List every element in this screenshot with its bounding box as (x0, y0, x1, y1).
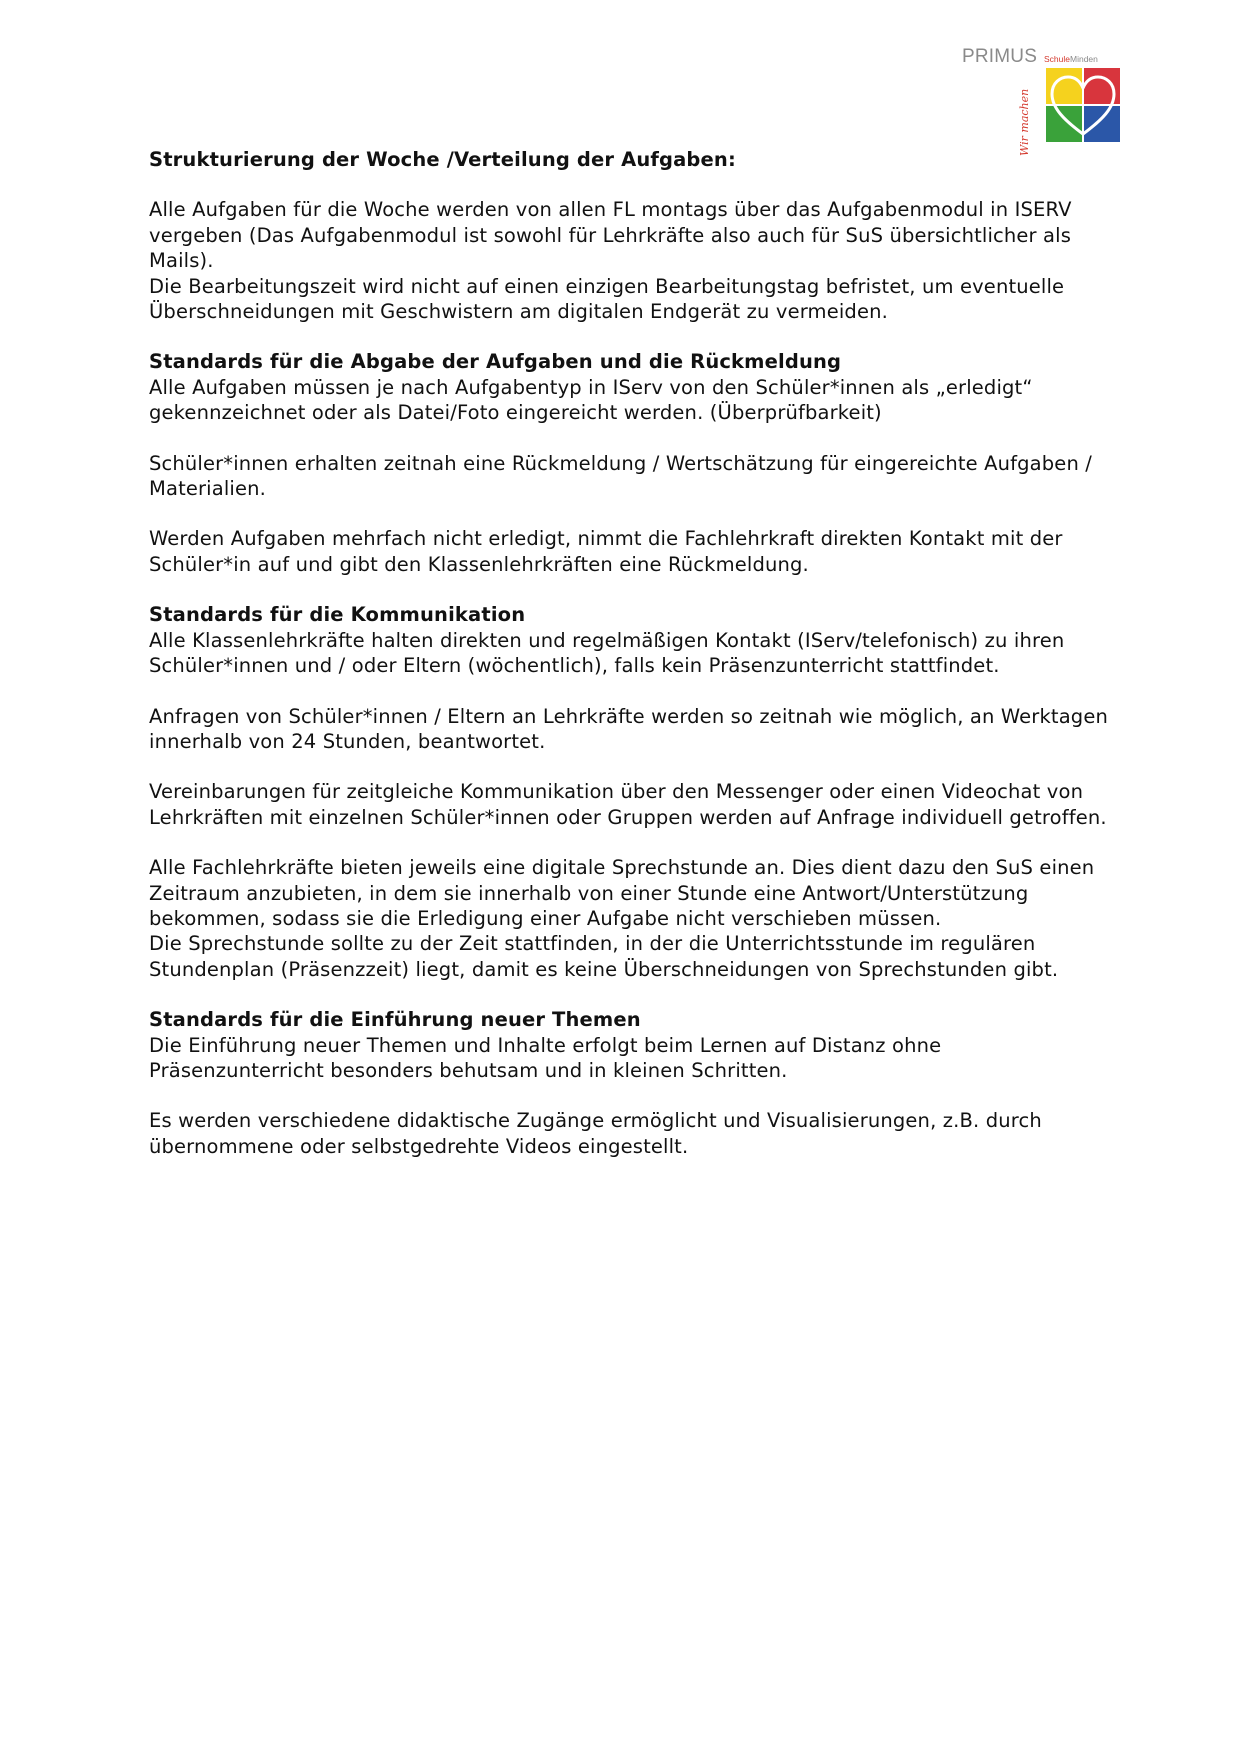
logo-sub-city: Minden (1070, 54, 1098, 64)
paragraph: Die Einführung neuer Themen und Inhalte erfolgt beim Lernen auf Distanz ohne Präsenzunterricht besonders behutsam und in kleinen Schritten. (149, 1033, 942, 1082)
logo-slogan: Wir machen (1018, 88, 1031, 156)
section-heading-abgabe: Standards für die Abgabe der Aufgaben und die Rückmeldung (149, 350, 842, 374)
logo-subtitle (1044, 54, 1098, 64)
logo-heart-icon (1046, 68, 1120, 142)
paragraph: Schüler*innen erhalten zeitnah eine Rückmeldung / Wertschätzung für eingereichte Aufgaben / Materialien. (149, 451, 1093, 501)
document-title: Strukturierung der Woche /Verteilung der Aufgaben: (149, 148, 736, 171)
logo-name: PRIMUS (962, 46, 1038, 67)
document-body (149, 147, 1109, 1159)
section-heading-kommunikation: Standards für die Kommunikation (149, 603, 526, 627)
paragraph: Es werden verschiedene didaktische Zugänge ermöglicht und Visualisierungen, z.B. durch übernommene oder selbstgedrehte Videos eingestellt. (149, 1109, 1042, 1158)
paragraph: Alle Fachlehrkräfte bieten jeweils eine digitale Sprechstunde an. Dies dient dazu den SuS einen Zeitraum anzubieten, in dem sie innerhalb von einer Stunde eine Antwort/Unterstützung bekommen, sodass sie die Erledigung einer Aufgabe nicht verschieben müssen. (149, 856, 1095, 930)
intro-paragraph-2: Die Bearbeitungszeit wird nicht auf einen einzigen Bearbeitungstag befristet, um eventuelle Überschneidungen mit Geschwistern am digitalen Endgerät zu vermeiden. (149, 274, 1065, 324)
paragraph: Anfragen von Schüler*innen / Eltern an Lehrkräfte werden so zeitnah wie möglich, an Werktagen innerhalb von 24 Stunden, beantwortet. (149, 704, 1108, 753)
paragraph: Alle Klassenlehrkräfte halten direkten und regelmäßigen Kontakt (IServ/telefonisch) zu ihren Schüler*innen und / oder Eltern (wöchentlich), falls kein Präsenzunterricht stattfindet. (149, 628, 1065, 678)
intro-paragraph-1: Alle Aufgaben für die Woche werden von allen FL montags über das Aufgabenmodul in ISERV vergeben (Das Aufgabenmodul ist sowohl für Lehrkräfte also auch für SuS übersichtlicher als Mails). (149, 198, 1072, 273)
paragraph: Vereinbarungen für zeitgleiche Kommunikation über den Messenger oder einen Videochat von Lehrkräften mit einzelnen Schüler*innen oder Gruppen werden auf Anfrage individuell getroffen. (149, 780, 1107, 829)
paragraph: Alle Aufgaben müssen je nach Aufgabentyp in IServ von den Schüler*innen als „erledigt“ gekennzeichnet oder als Datei/Foto eingereicht werden. (Überprüfbarkeit) (149, 375, 1033, 425)
paragraph: Die Sprechstunde sollte zu der Zeit stattfinden, in der die Unterrichtsstunde im regulären Stundenplan (Präsenzzeit) liegt, damit es keine Überschneidungen von Sprechstunden gibt. (149, 932, 1059, 981)
paragraph: Werden Aufgaben mehrfach nicht erledigt, nimmt die Fachlehrkraft direkten Kontakt mit der Schüler*in auf und gibt den Klassenlehrkräften eine Rückmeldung. (149, 527, 1063, 576)
logo-sub-school: Schule (1044, 54, 1070, 64)
school-logo (962, 46, 1124, 156)
section-heading-themen: Standards für die Einführung neuer Themen (149, 1008, 641, 1032)
